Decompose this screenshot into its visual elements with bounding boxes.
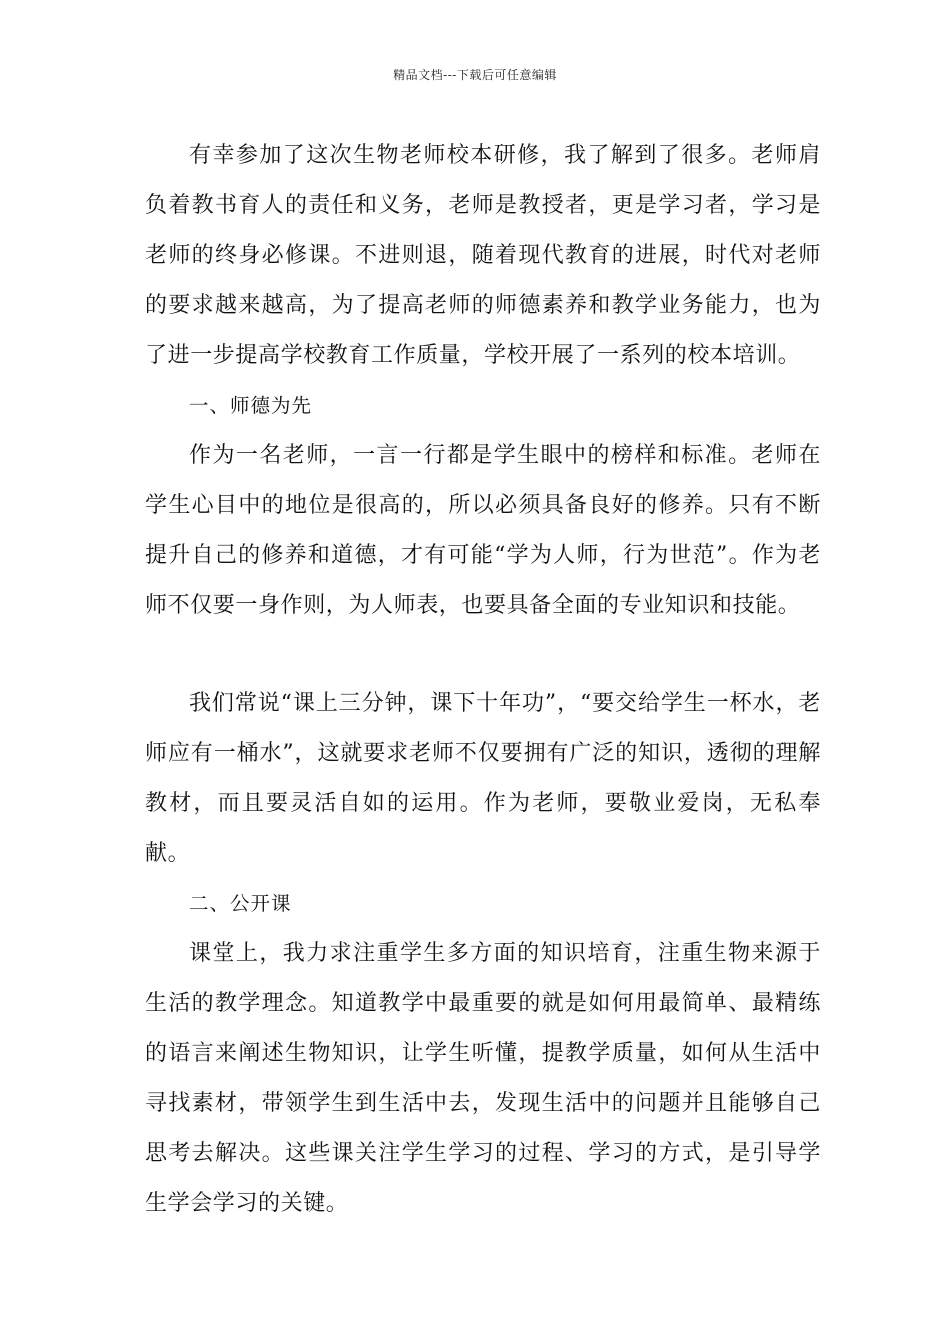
section-heading-ethics: 一、师德为先 (189, 394, 313, 417)
paragraph-ethics: 作为一名老师，一言一行都是学生眼中的榜样和标准。老师在学生心目中的地位是很高的，所以必须具备良好的修养。只有不断提升自己的修养和道德，才有可能“学为人师，行为世范”。作为老师不仅要一身作则，为人师表，也要具备全面的专业知识和技能。 (145, 443, 821, 618)
paragraph-knowledge: 我们常说“课上三分钟，课下十年功”，“要交给学生一杯水，老师应有一桶水”，这就要求老师不仅要拥有广泛的知识，透彻的理解教材，而且要灵活自如的运用。作为老师，要敬业爱岗，无私奉献。 (145, 691, 821, 866)
document-body (145, 131, 821, 1229)
section-heading-open-class: 二、公开课 (189, 892, 292, 915)
paragraph-open-class: 课堂上，我力求注重学生多方面的知识培育，注重生物来源于生活的教学理念。知道教学中最重要的就是如何用最简单、最精练的语言来阐述生物知识，让学生听懂，提教学质量，如何从生活中寻找素材，带领学生到生活中去，发现生活中的问题并且能够自己思考去解决。这些课关注学生学习的过程、学习的方式，是引导学生学会学习的关键。 (145, 941, 821, 1216)
paragraph-spacer (145, 631, 821, 679)
paragraph-intro: 有幸参加了这次生物老师校本研修，我了解到了很多。老师肩负着教书育人的责任和义务，老师是教授者，更是学习者，学习是老师的终身必修课。不进则退，随着现代教育的进展，时代对老师的要求越来越高，为了提高老师的师德素养和教学业务能力，也为了进一步提高学校教育工作质量，学校开展了一系列的校本培训。 (145, 143, 821, 368)
page-header: 精品文档---下载后可任意编辑 (393, 68, 557, 82)
